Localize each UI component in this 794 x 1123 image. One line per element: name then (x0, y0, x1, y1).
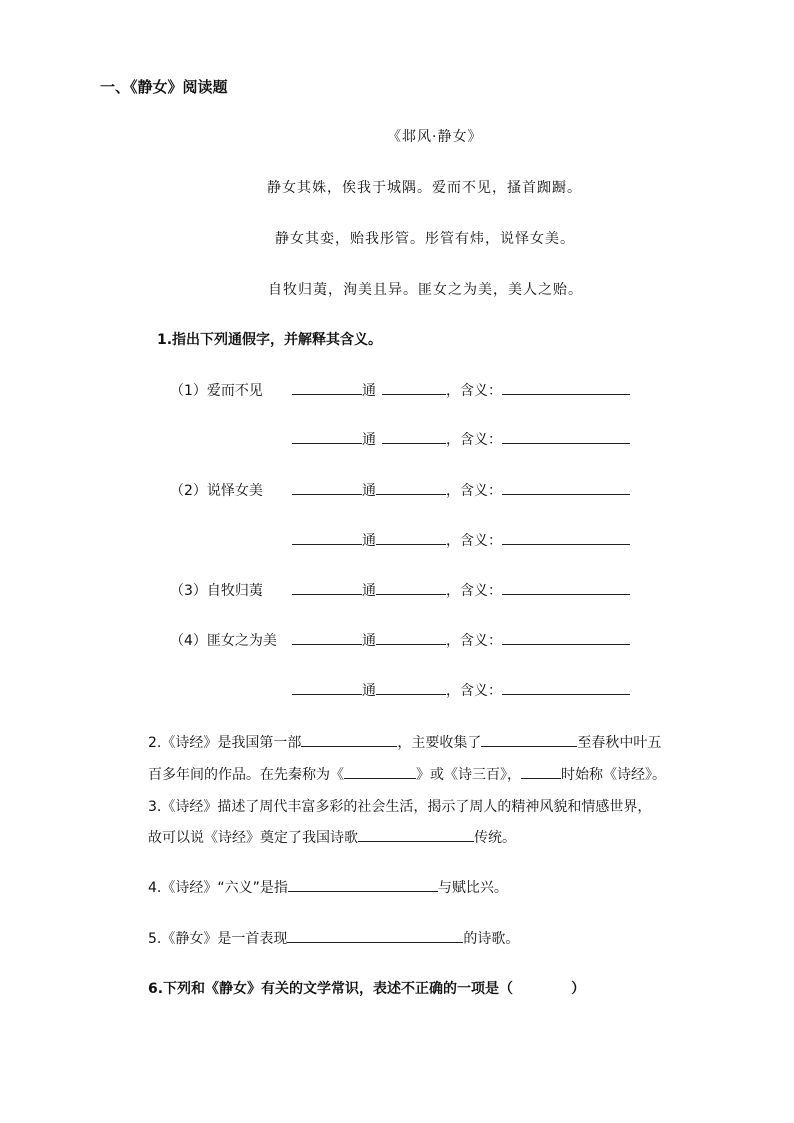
q1-item-4-label: （4）匪女之为美 (170, 633, 277, 649)
tong-label: 通 (362, 483, 376, 499)
q2-text-f: 时始称《诗经》。 (561, 767, 666, 783)
q6-stem: 6.下列和《静女》有关的文学常识，表述不正确的一项是（ (148, 981, 514, 997)
blank-q2-era[interactable] (481, 732, 577, 747)
q3-line-2 (148, 827, 516, 847)
q5-text-b: 的诗歌。 (463, 931, 520, 947)
q1-item-1-row-a (292, 380, 630, 400)
meaning-label: ，含义： (446, 383, 502, 399)
blank-original[interactable] (376, 530, 446, 545)
tong-label: 通 (362, 683, 376, 699)
poem-title: 《邶风·静女》 (387, 129, 483, 145)
blank-q4[interactable] (288, 877, 438, 892)
q1-item-1-label: （1）爱而不见 (170, 383, 263, 399)
blank-original[interactable] (376, 480, 446, 495)
blank-original[interactable] (376, 580, 446, 595)
blank-char[interactable] (292, 630, 362, 645)
blank-q5[interactable] (287, 928, 463, 943)
blank-char[interactable] (292, 530, 362, 545)
blank-q3[interactable] (358, 827, 474, 842)
blank-meaning[interactable] (502, 580, 630, 595)
tong-label: 通 (362, 533, 376, 549)
q3-line-1: 3.《诗经》描述了周代丰富多彩的社会生活，揭示了周人的精神风貌和情感世界， (148, 799, 652, 815)
blank-meaning[interactable] (502, 380, 630, 395)
q1-item-4-row-a (292, 630, 630, 650)
blank-original[interactable] (382, 429, 446, 444)
q3-text-b: 传统。 (474, 830, 516, 846)
tong-label: 通 (362, 383, 376, 399)
blank-meaning[interactable] (502, 429, 630, 444)
section-title: 一、《静女》阅读题 (100, 78, 228, 96)
blank-meaning[interactable] (502, 480, 630, 495)
meaning-label: ，含义： (446, 483, 502, 499)
blank-char[interactable] (292, 380, 362, 395)
q4-line (148, 877, 508, 897)
q1-item-2-row-a (292, 480, 630, 500)
q1-item-2-row-b (292, 530, 630, 550)
tong-label: 通 (362, 432, 376, 448)
q1-item-4-row-b (292, 680, 630, 700)
blank-char[interactable] (292, 680, 362, 695)
q2-text-a: 2.《诗经》是我国第一部 (148, 735, 302, 751)
q1-stem: 1.指出下列通假字，并解释其含义。 (157, 332, 383, 348)
blank-q2-name[interactable] (344, 764, 416, 779)
q6-close: ） (571, 981, 586, 997)
meaning-label: ，含义： (446, 432, 502, 448)
q2-text-d: 百多年间的作品。在先秦称为《 (148, 767, 344, 783)
blank-q2-genre[interactable] (301, 732, 397, 747)
blank-char[interactable] (292, 480, 362, 495)
q2-line-1 (148, 732, 661, 752)
q6-line (148, 978, 585, 998)
blank-original[interactable] (376, 680, 446, 695)
meaning-label: ，含义： (446, 583, 502, 599)
q2-line-2 (148, 764, 666, 784)
q4-text-b: 与赋比兴。 (437, 880, 508, 896)
blank-q2-time[interactable] (521, 764, 561, 779)
blank-char[interactable] (292, 580, 362, 595)
poem-line-3: 自牧归荑，洵美且异。匪女之为美，美人之贻。 (268, 282, 583, 298)
blank-meaning[interactable] (502, 530, 630, 545)
q3-text-a: 故可以说《诗经》奠定了我国诗歌 (148, 830, 358, 846)
q2-text-e: 》或《诗三百》， (416, 767, 521, 783)
q1-item-1-row-b (292, 429, 630, 449)
poem-line-2: 静女其娈，贻我彤管。彤管有炜，说怿女美。 (275, 231, 575, 247)
q4-text-a: 4.《诗经》“六义”是指 (148, 880, 288, 896)
poem-line-1: 静女其姝，俟我于城隅。爱而不见，搔首踟蹰。 (267, 180, 582, 196)
tong-label: 通 (362, 583, 376, 599)
q5-line (148, 928, 519, 948)
q1-item-2-label: （2）说怿女美 (170, 483, 263, 499)
blank-original[interactable] (382, 380, 446, 395)
q1-item-3-row-a (292, 580, 630, 600)
blank-original[interactable] (376, 630, 446, 645)
q5-text-a: 5.《静女》是一首表现 (148, 931, 288, 947)
blank-meaning[interactable] (502, 680, 630, 695)
meaning-label: ，含义： (446, 683, 502, 699)
blank-char[interactable] (292, 429, 362, 444)
meaning-label: ，含义： (446, 633, 502, 649)
q2-text-b: ，主要收集了 (397, 735, 482, 751)
q2-text-c: 至春秋中叶五 (577, 735, 662, 751)
q1-item-3-label: （3）自牧归荑 (170, 583, 263, 599)
blank-meaning[interactable] (502, 630, 630, 645)
meaning-label: ，含义： (446, 533, 502, 549)
tong-label: 通 (362, 633, 376, 649)
